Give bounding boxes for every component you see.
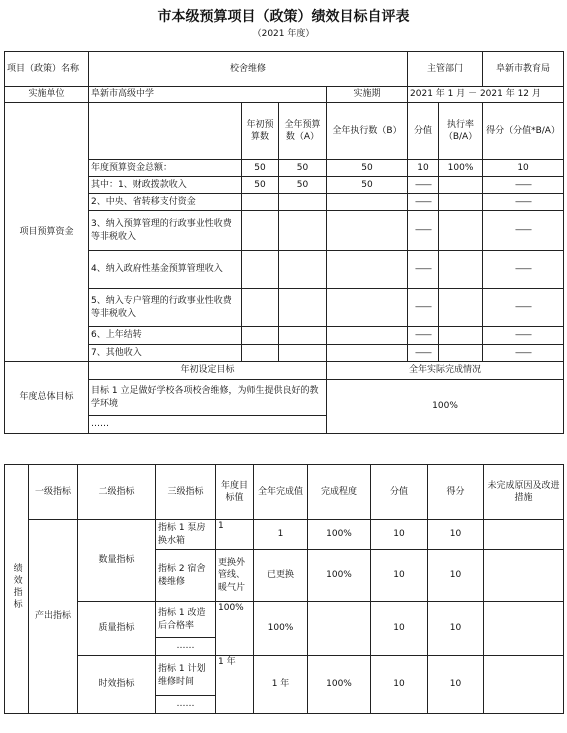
budget-executed (327, 251, 408, 289)
budget-rate (439, 251, 483, 289)
budget-executed (327, 194, 408, 211)
perf-item-name: 指标 2 宿舍楼维修 (156, 550, 216, 602)
perf-header-level3: 三级指标 (156, 465, 216, 520)
perf-item-name: 指标 1 改造后合格率 (156, 602, 216, 638)
perf-timeliness-label: 时效指标 (78, 656, 156, 714)
col-exec-rate: 执行率（B/A） (439, 103, 483, 160)
perf-timeliness-ellipsis: …… (156, 696, 216, 714)
budget-annual (279, 194, 327, 211)
budget-score: —— (408, 251, 439, 289)
table-row (5, 194, 564, 211)
budget-initial (242, 251, 279, 289)
budget-score: —— (408, 327, 439, 345)
budget-score: —— (408, 289, 439, 327)
perf-item-target: 100% (216, 602, 254, 656)
budget-executed: 50 (327, 160, 408, 177)
budget-annual (279, 211, 327, 251)
budget-score: —— (408, 211, 439, 251)
table-row (5, 327, 564, 345)
col-initial-budget: 年初预算数 (242, 103, 279, 160)
budget-score: —— (408, 345, 439, 362)
budget-rate (439, 327, 483, 345)
perf-item-reason (484, 550, 564, 602)
goals-initial-label: 年初设定目标 (89, 362, 327, 380)
perf-section-text: 绩效指标 (11, 562, 22, 611)
budget-row-label: 7、其他收入 (89, 345, 242, 362)
table-row (5, 345, 564, 362)
perf-item-reason (484, 602, 564, 656)
perf-header-level1: 一级指标 (29, 465, 78, 520)
perf-item-reason (484, 520, 564, 550)
perf-item-score: 10 (371, 550, 428, 602)
budget-header-blank (89, 103, 242, 160)
budget-executed (327, 211, 408, 251)
budget-row-label: 4、纳入政府性基金预算管理收入 (89, 251, 242, 289)
budget-annual (279, 251, 327, 289)
budget-row-label: 年度预算资金总额： (89, 160, 242, 177)
budget-points: —— (483, 194, 564, 211)
perf-item-reason (484, 656, 564, 714)
dept-value: 阜新市教育局 (483, 52, 564, 87)
budget-points: —— (483, 177, 564, 194)
budget-rate (439, 345, 483, 362)
impl-unit-value: 阜新市高级中学 (89, 87, 327, 103)
project-name: 校舍维修 (89, 52, 408, 87)
budget-initial (242, 211, 279, 251)
dept-label: 主管部门 (408, 52, 483, 87)
performance-table (4, 464, 564, 714)
goals-ellipsis: …… (89, 416, 327, 434)
budget-annual (279, 345, 327, 362)
budget-points: —— (483, 289, 564, 327)
perf-header-degree: 完成程度 (308, 465, 371, 520)
budget-points: —— (483, 251, 564, 289)
table-row (5, 160, 564, 177)
perf-quantity-label: 数量指标 (78, 520, 156, 602)
budget-section-label: 项目预算资金 (5, 103, 89, 362)
perf-item-score: 10 (371, 656, 428, 714)
perf-item-points: 10 (428, 602, 484, 656)
perf-item-degree: 100% (308, 550, 371, 602)
budget-annual (279, 327, 327, 345)
perf-item-actual: 1 (254, 520, 308, 550)
budget-annual: 50 (279, 160, 327, 177)
period-value: 2021 年 1 月 － 2021 年 12 月 (408, 87, 564, 103)
impl-unit-label: 实施单位 (5, 87, 89, 103)
budget-points: —— (483, 345, 564, 362)
table-row (5, 251, 564, 289)
perf-item-name: 指标 1 计划维修时间 (156, 656, 216, 696)
budget-score: —— (408, 194, 439, 211)
perf-header-level2: 二级指标 (78, 465, 156, 520)
perf-item-degree: 100% (308, 656, 371, 714)
goals-section-label: 年度总体目标 (5, 362, 89, 434)
budget-initial (242, 327, 279, 345)
page-subtitle: （2021 年度） (252, 29, 315, 39)
perf-item-score: 10 (371, 520, 428, 550)
perf-header-target: 年度目标值 (216, 465, 254, 520)
table-row (5, 177, 564, 194)
col-annual-budget: 全年预算数（A） (279, 103, 327, 160)
perf-item-actual: 1 年 (254, 656, 308, 714)
perf-item-degree (308, 602, 371, 656)
table-row (5, 656, 564, 696)
perf-item-points: 10 (428, 656, 484, 714)
budget-points: 10 (483, 160, 564, 177)
page-title: 市本级预算项目（政策）绩效目标自评表 (157, 9, 410, 25)
period-label: 实施期 (327, 87, 408, 103)
budget-points: —— (483, 327, 564, 345)
budget-score: —— (408, 177, 439, 194)
goals-initial-text: 目标 1 立足做好学校各项校舍维修，为师生提供良好的教学环境 (89, 380, 327, 416)
budget-rate (439, 194, 483, 211)
budget-initial (242, 194, 279, 211)
perf-item-score: 10 (371, 602, 428, 656)
table-row (5, 289, 564, 327)
budget-rate: 100% (439, 160, 483, 177)
perf-header-points: 得分 (428, 465, 484, 520)
perf-item-target: 1 年 (216, 656, 254, 714)
perf-header-score: 分值 (371, 465, 428, 520)
budget-row-label: 3、纳入预算管理的行政事业性收费等非税收入 (89, 211, 242, 251)
perf-quality-ellipsis: …… (156, 638, 216, 656)
col-points: 得分（分值*B/A） (483, 103, 564, 160)
perf-item-name: 指标 1 泵房换水箱 (156, 520, 216, 550)
budget-table (4, 51, 564, 434)
goals-actual-label: 全年实际完成情况 (327, 362, 564, 380)
budget-rate (439, 177, 483, 194)
perf-item-actual: 已更换 (254, 550, 308, 602)
goals-actual-text: 100% (327, 380, 564, 434)
budget-executed: 50 (327, 177, 408, 194)
perf-level1: 产出指标 (29, 520, 78, 714)
perf-item-target: 更换外管线、暖气片 (216, 550, 254, 602)
budget-rate (439, 211, 483, 251)
budget-initial: 50 (242, 160, 279, 177)
col-annual-executed: 全年执行数（B） (327, 103, 408, 160)
budget-initial (242, 289, 279, 327)
perf-item-points: 10 (428, 550, 484, 602)
perf-item-degree: 100% (308, 520, 371, 550)
table-row (5, 602, 564, 638)
budget-initial (242, 345, 279, 362)
budget-points: —— (483, 211, 564, 251)
project-name-label: 项目（政策）名称 (5, 52, 89, 87)
budget-initial: 50 (242, 177, 279, 194)
perf-header-reason: 未完成原因及改进措施 (484, 465, 564, 520)
budget-row-label: 其中：1、财政拨款收入 (89, 177, 242, 194)
perf-section-label (5, 465, 29, 714)
budget-score: 10 (408, 160, 439, 177)
budget-annual (279, 289, 327, 327)
budget-row-label: 2、中央、省转移支付资金 (89, 194, 242, 211)
table-row (5, 520, 564, 550)
budget-annual: 50 (279, 177, 327, 194)
perf-item-actual: 100% (254, 602, 308, 656)
budget-executed (327, 327, 408, 345)
perf-header-actual: 全年完成值 (254, 465, 308, 520)
budget-executed (327, 345, 408, 362)
budget-rate (439, 289, 483, 327)
budget-executed (327, 289, 408, 327)
budget-row-label: 6、上年结转 (89, 327, 242, 345)
perf-item-points: 10 (428, 520, 484, 550)
col-score: 分值 (408, 103, 439, 160)
table-row (5, 211, 564, 251)
budget-row-label: 5、纳入专户管理的行政事业性收费等非税收入 (89, 289, 242, 327)
perf-quality-label: 质量指标 (78, 602, 156, 656)
perf-item-target: 1 (216, 520, 254, 550)
